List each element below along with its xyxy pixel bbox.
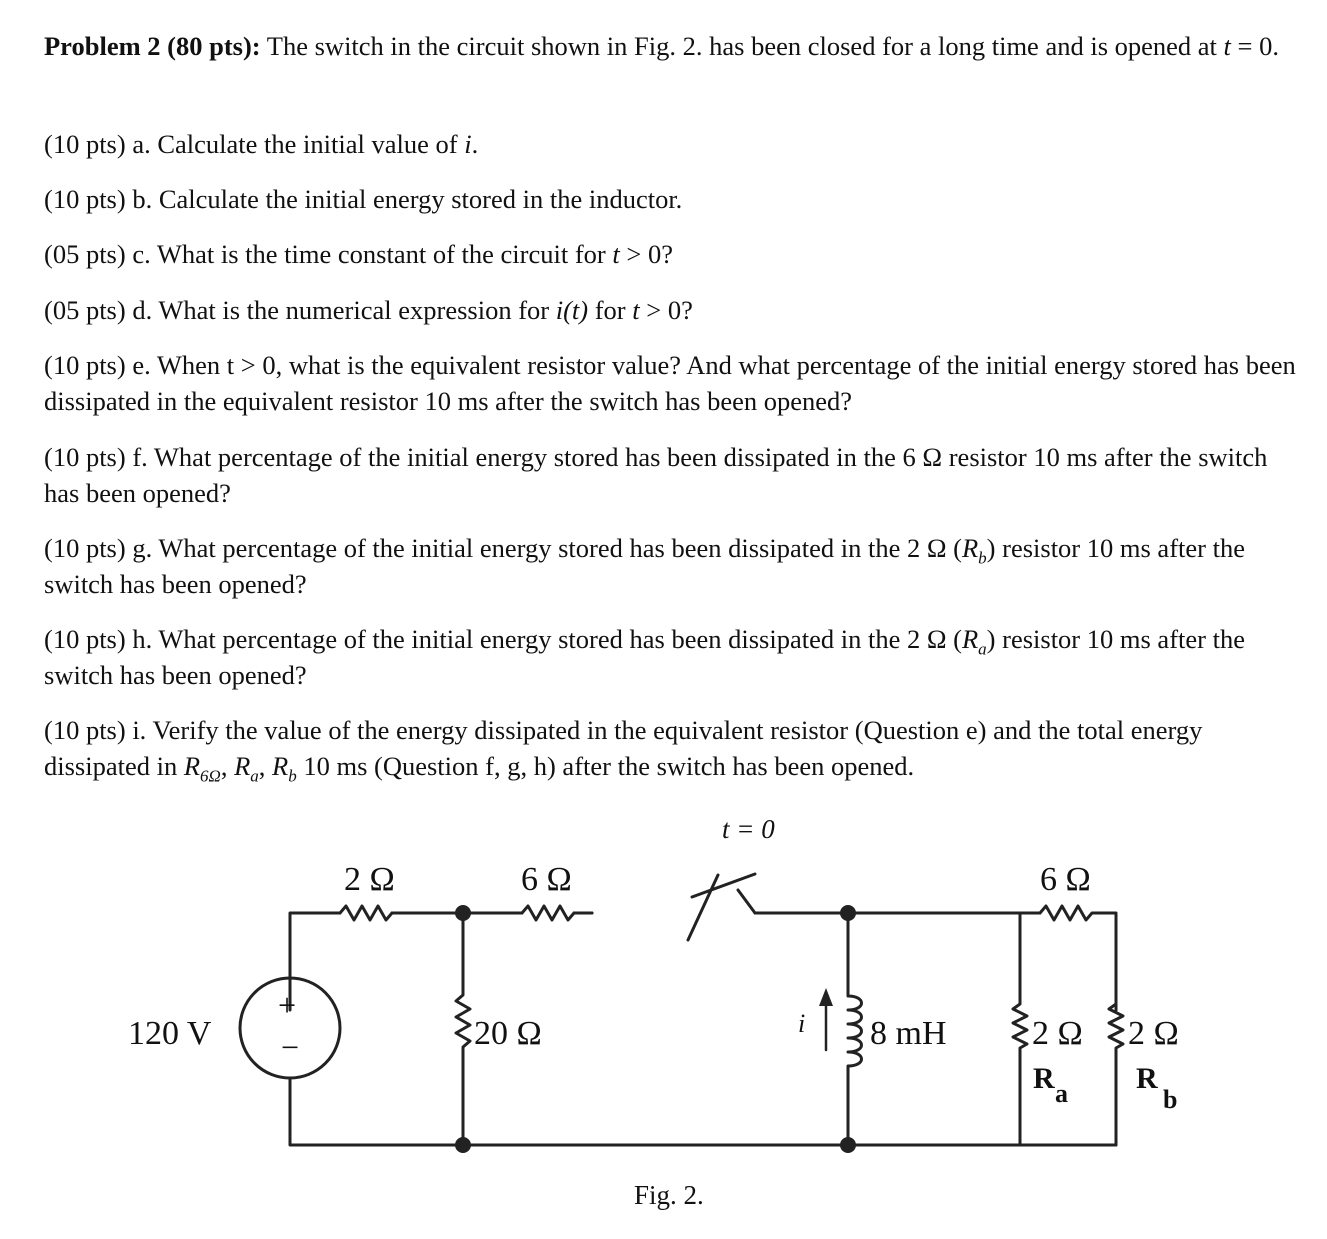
wire-source-bottom	[290, 1078, 1116, 1145]
inductor-label: 8 mH	[870, 1015, 947, 1052]
question-i-text: (10 pts) i. Verify the value of the energy dissipated in the equivalent resistor (Question e) and the total energy dissipated in	[44, 715, 1203, 781]
time-variable: t	[612, 239, 620, 269]
node-bottom-right	[840, 1137, 856, 1153]
question-a-text: (10 pts) a. Calculate the initial value of	[44, 129, 465, 159]
resistor-symbol: R	[961, 533, 979, 563]
ra-value-label: 2 Ω	[1032, 1015, 1083, 1052]
resistor-symbol: R	[272, 751, 289, 781]
problem-intro-end: = 0.	[1230, 31, 1279, 61]
r20-label: 20 Ω	[474, 1015, 542, 1052]
resistor-subscript: b	[288, 766, 297, 786]
node-top-left	[455, 905, 471, 921]
switch-right-stub	[738, 890, 755, 913]
current-variable: i	[464, 129, 472, 159]
node-bottom-left	[455, 1137, 471, 1153]
question-d-end: > 0?	[639, 295, 693, 325]
resistor-6ohm-left	[522, 906, 574, 920]
source-plus: +	[278, 987, 297, 1023]
question-d-text: (05 pts) d. What is the numerical expression for	[44, 295, 556, 325]
source-label: 120 V	[128, 1015, 212, 1052]
question-h	[44, 621, 1306, 693]
current-label: i	[798, 1009, 806, 1038]
question-a	[44, 126, 1306, 162]
node-top-right	[840, 905, 856, 921]
current-arrow-head	[819, 988, 833, 1006]
switch-label: t = 0	[722, 814, 775, 844]
question-d	[44, 292, 1306, 328]
separator: ,	[220, 751, 235, 781]
current-expression: i(t)	[555, 295, 589, 325]
question-d-mid: for	[588, 295, 633, 325]
separator: ,	[258, 751, 273, 781]
rb-value-label: 2 Ω	[1128, 1015, 1179, 1052]
switch-arm	[692, 874, 755, 897]
problem-intro: The switch in the circuit shown in Fig. 2. has been closed for a long time and is opened at	[266, 31, 1224, 61]
question-g	[44, 530, 1306, 602]
resistor-subscript: 6Ω	[200, 766, 221, 786]
resistor-symbol: R	[234, 751, 251, 781]
resistor-symbol: R	[183, 751, 201, 781]
question-e: (10 pts) e. When t > 0, what is the equivalent resistor value? And what percentage of the initial energy stored has been dissipated in the equivalent resistor 10 ms after the switch has been opened?	[44, 350, 1296, 416]
source-minus: −	[281, 1029, 300, 1065]
question-h-text: (10 pts) h. What percentage of the initial energy stored has been dissipated in the 2 Ω (	[44, 624, 962, 654]
resistor-rb	[1109, 1004, 1123, 1145]
question-c	[44, 236, 1306, 272]
rb-sub: b	[1163, 1085, 1178, 1114]
question-h-end: ) resistor 10 ms after the switch has been opened?	[44, 624, 1245, 690]
question-a-end: .	[471, 129, 479, 159]
time-variable: t	[632, 295, 640, 325]
resistor-subscript: a	[978, 639, 987, 659]
circuit-diagram	[0, 800, 1327, 1180]
ra-sub: a	[1055, 1079, 1068, 1108]
wire-top-left	[290, 913, 340, 1010]
switch-contact-line	[688, 875, 718, 940]
inductor-8mh	[848, 913, 862, 1145]
problem-statement	[44, 28, 1306, 64]
question-g-text: (10 pts) g. What percentage of the initial energy stored has been dissipated in the 2 Ω (	[44, 533, 962, 563]
problem-heading: Problem 2 (80 pts):	[44, 31, 261, 61]
question-i-end: 10 ms (Question f, g, h) after the switch has been opened.	[296, 751, 915, 781]
question-f: (10 pts) f. What percentage of the initial energy stored has been dissipated in the 6 Ω resistor 10 ms after the switch has been opened?	[44, 442, 1268, 508]
question-g-end: ) resistor 10 ms after the switch has been opened?	[44, 533, 1245, 599]
question-i	[44, 712, 1306, 784]
r3-label: 6 Ω	[1040, 861, 1091, 898]
resistor-6ohm-right	[1040, 906, 1116, 1010]
resistor-symbol: R	[961, 624, 979, 654]
time-variable: t	[1223, 31, 1231, 61]
r1-label: 2 Ω	[344, 861, 395, 898]
figure-caption: Fig. 2.	[634, 1180, 704, 1210]
question-c-end: > 0?	[619, 239, 673, 269]
resistor-2ohm	[340, 906, 392, 920]
resistor-20ohm	[456, 913, 470, 1145]
r2-label: 6 Ω	[521, 861, 572, 898]
rb-name: R	[1136, 1062, 1158, 1095]
ra-name: R	[1033, 1062, 1055, 1095]
resistor-subscript: a	[250, 766, 259, 786]
question-c-text: (05 pts) c. What is the time constant of the circuit for	[44, 239, 613, 269]
resistor-subscript: b	[978, 548, 987, 568]
resistor-ra	[1013, 913, 1027, 1100]
question-b: (10 pts) b. Calculate the initial energy stored in the inductor.	[44, 184, 683, 214]
